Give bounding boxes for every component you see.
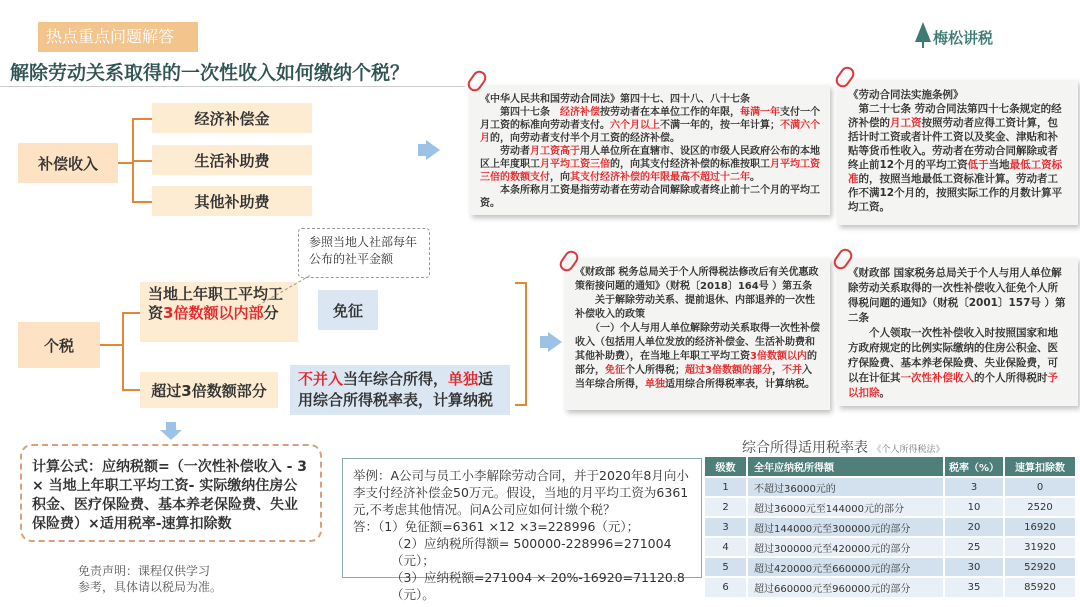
note-text: ，向 [550, 172, 570, 183]
table-row [705, 477, 1076, 497]
arrow-right-icon [426, 140, 440, 160]
page-title: 解除劳动关系取得的一次性收入如何缴纳个税？ [10, 62, 410, 84]
treatment-text: 适用综合所得税率表，计算纳税 [298, 370, 494, 409]
reference-bubble: 参照当地人社部每年公布的社平金额 [298, 228, 430, 278]
highlight-text: 月工资 [890, 117, 922, 129]
table-cell: 2 [705, 497, 747, 517]
table-cell: 超过36000元至144000元的部分 [747, 497, 944, 517]
table-row [705, 577, 1076, 597]
highlight-text: 低于 [967, 159, 989, 171]
note-text: 个人所得税； [625, 365, 685, 376]
note-text: 的部分， [575, 351, 817, 376]
highlight-text: 单独 [448, 370, 479, 388]
highlight-text: 月平均工资三倍的数额支付 [480, 159, 820, 183]
table-cell: 1 [705, 477, 747, 497]
exempt-box: 免征 [318, 290, 378, 330]
arrow-right-icon [418, 144, 426, 156]
highlight-text: 不并 [781, 365, 802, 376]
arrow-right-icon [548, 332, 562, 352]
note-text: 关于解除劳动关系、提前退休、内部退养的一次性补偿收入的政策 [575, 295, 815, 320]
logo-text: 梅松讲税 [933, 29, 994, 47]
bracket [515, 282, 527, 406]
note-paragraph [848, 102, 1068, 214]
note-paragraph [848, 88, 1068, 102]
law-note-2 [838, 80, 1078, 225]
note-paragraph [480, 184, 820, 210]
col-header: 速算扣除数 [1004, 457, 1076, 477]
note-text: 不满一年的，按一年计算； [660, 120, 780, 131]
compensation-item: 其他补助费 [152, 186, 312, 216]
logo [915, 22, 993, 48]
table-title: 综合所得适用税率表 [742, 440, 868, 456]
note-text: 《劳动合同法实施条例》 [848, 89, 964, 101]
note-text: 第二十七条 劳动合同法第四十七条规定的经济补偿的 [848, 103, 1062, 129]
note-text: 《中华人民共和国劳动合同法》第四十七、四十八、八十七条 [480, 94, 750, 105]
table-cell: 30 [944, 557, 1004, 577]
connector [122, 312, 124, 390]
note-text: 的，向其支付经济补偿的标准按职工 [610, 159, 770, 170]
table-cell: 超过300000元至420000元的部分 [747, 537, 944, 557]
connector [100, 344, 122, 346]
highlight-text: 不并入 [298, 370, 344, 388]
rate-table-title [742, 437, 944, 457]
formula-box: 计算公式：应纳税额=（一次性补偿收入 - 3 × 当地上年职工平均工资- 实际缴纳住房公积金、医疗保险费、基本养老保险费、失业保险费）×适用税率-速算扣除数 [20, 444, 322, 542]
connector [122, 389, 140, 391]
tree-icon [915, 22, 931, 48]
table-cell: 4 [705, 537, 747, 557]
tax-label: 个税 [18, 322, 100, 368]
within-text: 当地上年职工平均工资 [148, 285, 284, 322]
col-header: 税率（%） [944, 457, 1004, 477]
table-row [705, 537, 1076, 557]
note-text: 个人领取一次性补偿收入时按照国家和地方政府规定的比例实际缴纳的住房公积金、医疗保险费、基本养老保险费、失业保险费，可以在计征其 [848, 327, 1058, 384]
table-cell: 25 [944, 537, 1004, 557]
highlight-text: 经济补偿 [560, 107, 600, 118]
table-cell: 52920 [1004, 557, 1076, 577]
note-text: （一）个人与用人单位解除劳动关系取得一次性补偿收入（包括用人单位发放的经济补偿金、生活补助费和其他补助费），在当地上年职工平均工资 [575, 323, 820, 362]
note-text: 当地 [988, 159, 1010, 171]
compensation-item: 经济补偿金 [152, 103, 312, 133]
example-box [342, 458, 702, 602]
table-cell: 5 [705, 557, 747, 577]
note-text: 劳动者 [480, 146, 530, 157]
table-cell: 35 [944, 577, 1004, 597]
law-note-3 [565, 258, 830, 410]
connector [132, 160, 152, 162]
disclaimer-line: 参考，具体请以税局为准。 [78, 580, 223, 594]
table-cell: 31920 [1004, 537, 1076, 557]
highlight-text: 予以扣除 [848, 372, 1058, 399]
table-cell: 不超过36000元的 [747, 477, 944, 497]
table-row [705, 497, 1076, 517]
table-cell: 2520 [1004, 497, 1076, 517]
compensation-label: 补偿收入 [18, 143, 118, 183]
arrow-down-icon [160, 430, 182, 440]
note-paragraph [575, 266, 820, 294]
highlight-text: 月工资高于 [530, 146, 580, 157]
note-text: 。 [750, 172, 760, 183]
note-text: 按照劳动者应得工资计算，包括计时工资或者计件工资以及奖金、津贴和补贴等货币性收入。劳动者在劳动合同解除或者终止前12个月的平均工资 [848, 117, 1058, 171]
over-3x-box: 超过3倍数额部分 [140, 372, 278, 408]
title-divider [0, 86, 465, 87]
note-text: 《财政部 国家税务总局关于个人与用人单位解除劳动关系取得的一次性补偿收入征免个人所得税问题的通知》（财税〔2001〕157号 ）第二条 [848, 267, 1066, 324]
within-text-end: 分 [263, 304, 279, 322]
highlight-text: 最低工资标准 [848, 159, 1063, 185]
table-cell: 超过144000元至300000元的部分 [747, 517, 944, 537]
note-text: 入当年综合所得， [575, 365, 812, 390]
within-3x-box [140, 282, 298, 342]
note-paragraph [848, 326, 1068, 401]
connector [122, 312, 140, 314]
example-step: 答：（1）免征额=6361 ×12 ×3=228996（元）； [353, 519, 640, 534]
note-paragraph [480, 106, 820, 145]
note-text: 第四十七条 [480, 107, 560, 118]
compensation-item: 生活补助费 [152, 145, 312, 175]
example-step: （3）应纳税额=271004 × 20%-16920=71120.8（元）。 [391, 570, 685, 602]
table-cell: 6 [705, 577, 747, 597]
note-text: 支付一个月工资的标准向劳动者支付。 [480, 107, 820, 131]
table-cell: 0 [1004, 477, 1076, 497]
note-text: 本条所称月工资是指劳动者在劳动合同解除或者终止前十二个月的平均工资。 [480, 185, 820, 209]
disclaimer-line: 免责声明：课程仅供学习 [78, 564, 211, 578]
highlight-text: 每满一年 [740, 107, 780, 118]
col-header: 全年应纳税所得额 [747, 457, 944, 477]
note-text: 的，按照当地最低工资标准计算。劳动者工作不满12个月的，按照实际工作的月数计算平均工资。 [848, 173, 1063, 213]
table-row [705, 517, 1076, 537]
section-tag: 热点重点问题解答 [38, 22, 198, 52]
highlight-text: 一次性补偿收入 [900, 372, 974, 384]
table-cell: 85920 [1004, 577, 1076, 597]
table-cell: 3 [705, 517, 747, 537]
note-text: ， [771, 365, 782, 376]
highlight-text: 不满六个月 [480, 120, 820, 144]
law-note-1 [470, 85, 830, 215]
table-cell: 超过660000元至960000元的部分 [747, 577, 944, 597]
highlight-text: 单独 [645, 379, 665, 390]
disclaimer [78, 563, 222, 595]
highlight-text: 3倍数额以内 [750, 351, 807, 362]
col-header: 级数 [705, 457, 747, 477]
note-paragraph [480, 145, 820, 184]
treatment-text: 当年综合所得， [343, 370, 449, 388]
example-question: 举例：A公司与员工小李解除劳动合同，并于2020年8月向小李支付经济补偿金50万元。假设，当地的月平均工资为6361元,不考虑其他情况。问A公司应如何计缴个税？ [353, 468, 689, 517]
note-text: 按劳动者在本单位工作的年限， [600, 107, 740, 118]
connector [132, 118, 152, 120]
note-text: 适用综合所得税率表，计算纳税。 [665, 379, 815, 390]
note-paragraph [575, 294, 820, 322]
highlight-text: 月平均工资三倍 [540, 159, 610, 170]
note-paragraph [848, 266, 1068, 326]
highlight-text: 超过3倍数额的部分 [685, 365, 772, 376]
table-cell: 16920 [1004, 517, 1076, 537]
rate-table [705, 457, 1077, 597]
note-paragraph [480, 93, 820, 106]
table-row [705, 557, 1076, 577]
table-cell: 超过420000元至660000元的部分 [747, 557, 944, 577]
connector [118, 162, 132, 164]
table-cell: 20 [944, 517, 1004, 537]
table-cell: 10 [944, 497, 1004, 517]
note-text: 。 [879, 387, 890, 399]
example-step: （2）应纳税所得额= 500000-228996=271004（元）； [391, 536, 672, 568]
note-text: 的，向劳动者支付半个月工资的经济补偿。 [490, 133, 680, 144]
note-text: 《财政部 税务总局关于个人所得税法修改后有关优惠政策衔接问题的通知》（财税〔2018〕164号 ）第五条 [575, 267, 819, 292]
within-highlight: 3倍数额以内部 [163, 304, 264, 322]
treatment-box [290, 365, 510, 415]
connector [132, 201, 152, 203]
arrow-down-icon [166, 422, 176, 430]
table-source: 《个人所得税法》 [872, 445, 945, 455]
arrow-right-icon [540, 336, 548, 348]
highlight-text: 免征 [605, 365, 625, 376]
note-paragraph [575, 322, 820, 392]
table-cell: 3 [944, 477, 1004, 497]
note-text: 的个人所得税时 [974, 372, 1048, 384]
highlight-text: 其支付经济补偿的年限最高不超过十二年 [570, 172, 750, 183]
note-text: 用人单位所在直辖市、设区的市级人民政府公布的本地区上年度职工 [480, 146, 820, 170]
law-note-4 [838, 258, 1078, 406]
highlight-text: 六个月以上 [610, 120, 660, 131]
